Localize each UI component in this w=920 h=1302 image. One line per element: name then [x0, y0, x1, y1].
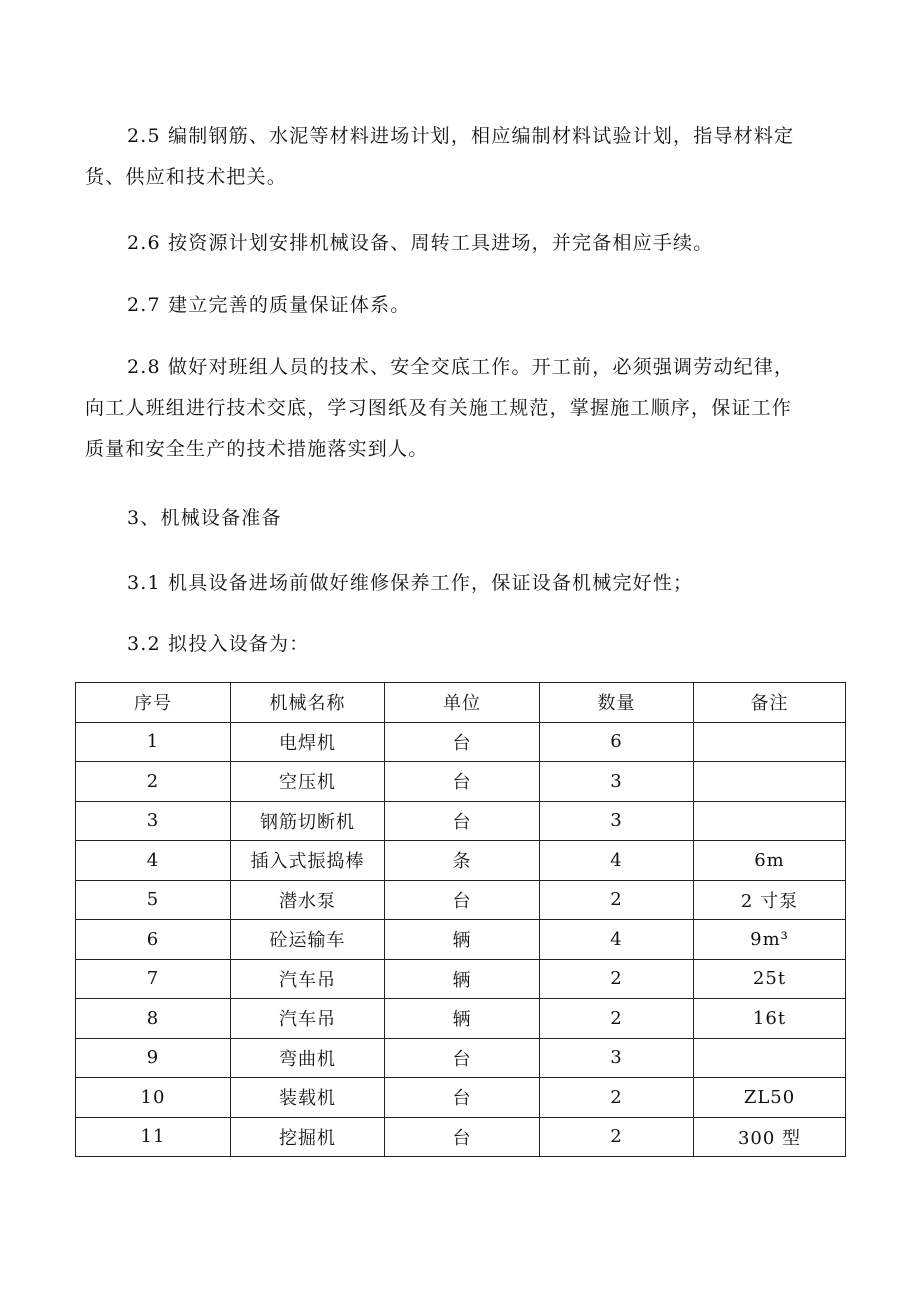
cell-index: 2: [76, 762, 231, 802]
table-row: [76, 841, 846, 881]
cell-index: 4: [76, 841, 231, 881]
cell-quantity: 6: [540, 722, 694, 762]
cell-index: 3: [76, 801, 231, 841]
paragraph-2-7: 2.7 建立完善的质量保证体系。: [127, 294, 411, 316]
table-row: [76, 920, 846, 960]
table-row: [76, 762, 846, 802]
cell-machine-name: 钢筋切断机: [231, 801, 385, 841]
table-row: [76, 880, 846, 920]
paragraph-3-2: 3.2 拟投入设备为：: [127, 633, 310, 655]
cell-remark: ZL50: [694, 1078, 846, 1118]
cell-remark: [694, 722, 846, 762]
cell-quantity: 2: [540, 959, 694, 999]
cell-index: 9: [76, 1038, 231, 1078]
cell-unit: 台: [385, 880, 540, 920]
header-unit: 单位: [385, 683, 540, 723]
cell-index: 5: [76, 880, 231, 920]
paragraph-2-8-line-3: 质量和安全生产的技术措施落实到人。: [85, 438, 429, 460]
cell-machine-name: 挖掘机: [231, 1117, 385, 1157]
cell-remark: 300 型: [694, 1117, 846, 1157]
table-header-row: [76, 683, 846, 723]
cell-unit: 台: [385, 722, 540, 762]
cell-machine-name: 装载机: [231, 1078, 385, 1118]
cell-index: 6: [76, 920, 231, 960]
cell-remark: 25t: [694, 959, 846, 999]
paragraph-2-6: 2.6 按资源计划安排机械设备、周转工具进场，并完备相应手续。: [127, 232, 714, 254]
cell-remark: [694, 762, 846, 802]
cell-unit: 条: [385, 841, 540, 881]
cell-quantity: 3: [540, 801, 694, 841]
paragraph-2-5: [85, 116, 845, 198]
paragraph-3-1: 3.1 机具设备进场前做好维修保养工作，保证设备机械完好性；: [127, 572, 694, 594]
cell-quantity: 3: [540, 1038, 694, 1078]
paragraph-2-8: [85, 347, 845, 470]
cell-quantity: 2: [540, 880, 694, 920]
table-row: [76, 1117, 846, 1157]
cell-quantity: 4: [540, 920, 694, 960]
cell-unit: 台: [385, 1117, 540, 1157]
cell-machine-name: 潜水泵: [231, 880, 385, 920]
section-3-heading: 3、机械设备准备: [127, 507, 282, 529]
cell-remark: 6m: [694, 841, 846, 881]
cell-machine-name: 汽车吊: [231, 999, 385, 1039]
equipment-table: [75, 682, 846, 1157]
cell-remark: 9m³: [694, 920, 846, 960]
cell-index: 8: [76, 999, 231, 1039]
table-row: [76, 1038, 846, 1078]
header-quantity: 数量: [540, 683, 694, 723]
cell-remark: [694, 801, 846, 841]
table-row: [76, 722, 846, 762]
cell-remark: 2 寸泵: [694, 880, 846, 920]
cell-remark: [694, 1038, 846, 1078]
cell-unit: 辆: [385, 999, 540, 1039]
paragraph-2-8-line-1: 2.8 做好对班组人员的技术、安全交底工作。开工前，必须强调劳动纪律，: [127, 356, 795, 378]
cell-unit: 辆: [385, 959, 540, 999]
header-remark: 备注: [694, 683, 846, 723]
table-row: [76, 1078, 846, 1118]
paragraph-2-8-line-2: 向工人班组进行技术交底，学习图纸及有关施工规范，掌握施工顺序，保证工作: [85, 397, 793, 419]
cell-quantity: 2: [540, 1117, 694, 1157]
cell-unit: 台: [385, 1038, 540, 1078]
cell-unit: 台: [385, 801, 540, 841]
table-row: [76, 959, 846, 999]
cell-quantity: 2: [540, 1078, 694, 1118]
cell-unit: 台: [385, 762, 540, 802]
cell-quantity: 4: [540, 841, 694, 881]
cell-machine-name: 砼运输车: [231, 920, 385, 960]
cell-unit: 辆: [385, 920, 540, 960]
cell-remark: 16t: [694, 999, 846, 1039]
cell-machine-name: 弯曲机: [231, 1038, 385, 1078]
cell-index: 1: [76, 722, 231, 762]
table-row: [76, 801, 846, 841]
cell-machine-name: 插入式振捣棒: [231, 841, 385, 881]
cell-quantity: 2: [540, 999, 694, 1039]
cell-unit: 台: [385, 1078, 540, 1118]
cell-index: 11: [76, 1117, 231, 1157]
paragraph-2-5-line-1: 2.5 编制钢筋、水泥等材料进场计划，相应编制材料试验计划，指导材料定: [127, 125, 795, 147]
header-machine-name: 机械名称: [231, 683, 385, 723]
cell-machine-name: 汽车吊: [231, 959, 385, 999]
cell-index: 10: [76, 1078, 231, 1118]
cell-quantity: 3: [540, 762, 694, 802]
table-row: [76, 999, 846, 1039]
header-index: 序号: [76, 683, 231, 723]
cell-index: 7: [76, 959, 231, 999]
cell-machine-name: 空压机: [231, 762, 385, 802]
paragraph-2-5-line-2: 货、供应和技术把关。: [85, 166, 288, 188]
cell-machine-name: 电焊机: [231, 722, 385, 762]
